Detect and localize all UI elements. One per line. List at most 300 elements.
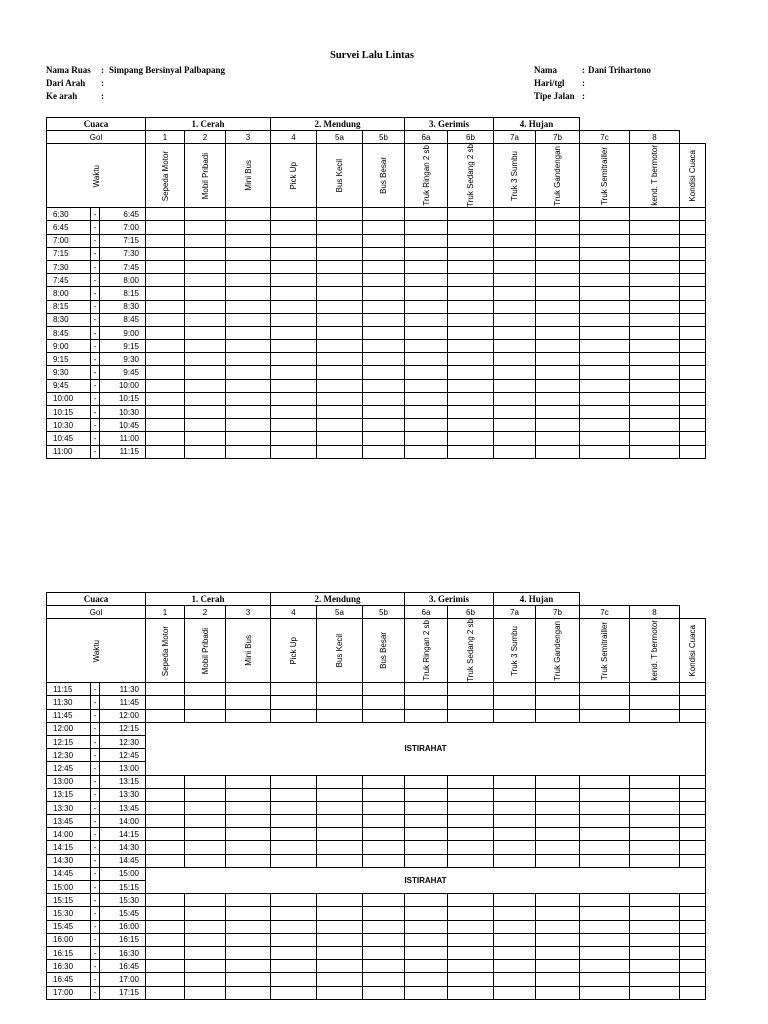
count-cell[interactable] xyxy=(185,960,226,973)
count-cell[interactable] xyxy=(680,247,706,260)
count-cell[interactable] xyxy=(630,696,680,709)
count-cell[interactable] xyxy=(536,406,580,419)
count-cell[interactable] xyxy=(226,788,271,801)
count-cell[interactable] xyxy=(271,828,317,841)
count-cell[interactable] xyxy=(630,973,680,986)
count-cell[interactable] xyxy=(448,419,494,432)
count-cell[interactable] xyxy=(448,274,494,287)
count-cell[interactable] xyxy=(271,392,317,405)
count-cell[interactable] xyxy=(680,234,706,247)
count-cell[interactable] xyxy=(363,208,405,221)
count-cell[interactable] xyxy=(680,920,706,933)
count-cell[interactable] xyxy=(580,683,630,696)
count-cell[interactable] xyxy=(185,432,226,445)
count-cell[interactable] xyxy=(363,960,405,973)
count-cell[interactable] xyxy=(536,208,580,221)
count-cell[interactable] xyxy=(448,326,494,339)
count-cell[interactable] xyxy=(271,920,317,933)
count-cell[interactable] xyxy=(630,907,680,920)
count-cell[interactable] xyxy=(448,960,494,973)
count-cell[interactable] xyxy=(363,353,405,366)
count-cell[interactable] xyxy=(580,274,630,287)
count-cell[interactable] xyxy=(580,445,630,458)
count-cell[interactable] xyxy=(317,920,363,933)
count-cell[interactable] xyxy=(185,221,226,234)
count-cell[interactable] xyxy=(226,445,271,458)
count-cell[interactable] xyxy=(494,419,536,432)
count-cell[interactable] xyxy=(680,208,706,221)
count-cell[interactable] xyxy=(226,419,271,432)
count-cell[interactable] xyxy=(185,801,226,814)
count-cell[interactable] xyxy=(405,432,448,445)
count-cell[interactable] xyxy=(146,353,185,366)
count-cell[interactable] xyxy=(448,353,494,366)
count-cell[interactable] xyxy=(317,353,363,366)
count-cell[interactable] xyxy=(494,260,536,273)
count-cell[interactable] xyxy=(146,946,185,959)
count-cell[interactable] xyxy=(448,445,494,458)
count-cell[interactable] xyxy=(317,300,363,313)
count-cell[interactable] xyxy=(226,986,271,999)
count-cell[interactable] xyxy=(146,392,185,405)
count-cell[interactable] xyxy=(146,379,185,392)
count-cell[interactable] xyxy=(536,445,580,458)
count-cell[interactable] xyxy=(146,683,185,696)
count-cell[interactable] xyxy=(146,907,185,920)
count-cell[interactable] xyxy=(494,247,536,260)
count-cell[interactable] xyxy=(630,445,680,458)
count-cell[interactable] xyxy=(494,841,536,854)
count-cell[interactable] xyxy=(317,709,363,722)
count-cell[interactable] xyxy=(448,775,494,788)
count-cell[interactable] xyxy=(271,247,317,260)
count-cell[interactable] xyxy=(494,854,536,867)
count-cell[interactable] xyxy=(536,432,580,445)
count-cell[interactable] xyxy=(494,828,536,841)
count-cell[interactable] xyxy=(271,208,317,221)
count-cell[interactable] xyxy=(680,260,706,273)
count-cell[interactable] xyxy=(580,247,630,260)
count-cell[interactable] xyxy=(185,392,226,405)
count-cell[interactable] xyxy=(494,340,536,353)
count-cell[interactable] xyxy=(448,287,494,300)
count-cell[interactable] xyxy=(680,828,706,841)
count-cell[interactable] xyxy=(580,894,630,907)
count-cell[interactable] xyxy=(536,709,580,722)
count-cell[interactable] xyxy=(271,815,317,828)
count-cell[interactable] xyxy=(226,340,271,353)
count-cell[interactable] xyxy=(680,326,706,339)
count-cell[interactable] xyxy=(185,353,226,366)
count-cell[interactable] xyxy=(405,221,448,234)
count-cell[interactable] xyxy=(494,208,536,221)
count-cell[interactable] xyxy=(630,247,680,260)
count-cell[interactable] xyxy=(494,986,536,999)
count-cell[interactable] xyxy=(185,973,226,986)
count-cell[interactable] xyxy=(680,933,706,946)
count-cell[interactable] xyxy=(226,828,271,841)
count-cell[interactable] xyxy=(630,208,680,221)
count-cell[interactable] xyxy=(363,392,405,405)
count-cell[interactable] xyxy=(226,933,271,946)
count-cell[interactable] xyxy=(271,366,317,379)
count-cell[interactable] xyxy=(680,854,706,867)
count-cell[interactable] xyxy=(405,340,448,353)
count-cell[interactable] xyxy=(494,392,536,405)
count-cell[interactable] xyxy=(536,986,580,999)
count-cell[interactable] xyxy=(271,696,317,709)
count-cell[interactable] xyxy=(680,841,706,854)
count-cell[interactable] xyxy=(494,432,536,445)
count-cell[interactable] xyxy=(317,815,363,828)
count-cell[interactable] xyxy=(448,366,494,379)
count-cell[interactable] xyxy=(580,313,630,326)
count-cell[interactable] xyxy=(580,208,630,221)
count-cell[interactable] xyxy=(226,696,271,709)
count-cell[interactable] xyxy=(405,379,448,392)
count-cell[interactable] xyxy=(580,815,630,828)
count-cell[interactable] xyxy=(494,406,536,419)
count-cell[interactable] xyxy=(536,828,580,841)
count-cell[interactable] xyxy=(405,392,448,405)
count-cell[interactable] xyxy=(448,841,494,854)
count-cell[interactable] xyxy=(363,775,405,788)
count-cell[interactable] xyxy=(271,287,317,300)
count-cell[interactable] xyxy=(271,841,317,854)
count-cell[interactable] xyxy=(317,973,363,986)
count-cell[interactable] xyxy=(226,841,271,854)
count-cell[interactable] xyxy=(363,326,405,339)
count-cell[interactable] xyxy=(536,933,580,946)
count-cell[interactable] xyxy=(494,894,536,907)
count-cell[interactable] xyxy=(405,406,448,419)
count-cell[interactable] xyxy=(185,340,226,353)
count-cell[interactable] xyxy=(226,432,271,445)
count-cell[interactable] xyxy=(146,406,185,419)
count-cell[interactable] xyxy=(271,683,317,696)
count-cell[interactable] xyxy=(580,300,630,313)
count-cell[interactable] xyxy=(363,933,405,946)
count-cell[interactable] xyxy=(405,775,448,788)
count-cell[interactable] xyxy=(680,696,706,709)
count-cell[interactable] xyxy=(580,234,630,247)
count-cell[interactable] xyxy=(317,854,363,867)
count-cell[interactable] xyxy=(363,247,405,260)
count-cell[interactable] xyxy=(680,986,706,999)
count-cell[interactable] xyxy=(448,815,494,828)
count-cell[interactable] xyxy=(494,788,536,801)
count-cell[interactable] xyxy=(226,287,271,300)
count-cell[interactable] xyxy=(680,709,706,722)
count-cell[interactable] xyxy=(536,907,580,920)
count-cell[interactable] xyxy=(448,379,494,392)
count-cell[interactable] xyxy=(405,854,448,867)
count-cell[interactable] xyxy=(226,392,271,405)
count-cell[interactable] xyxy=(185,709,226,722)
count-cell[interactable] xyxy=(630,221,680,234)
count-cell[interactable] xyxy=(494,445,536,458)
count-cell[interactable] xyxy=(363,313,405,326)
count-cell[interactable] xyxy=(580,854,630,867)
count-cell[interactable] xyxy=(494,300,536,313)
count-cell[interactable] xyxy=(185,234,226,247)
count-cell[interactable] xyxy=(680,366,706,379)
count-cell[interactable] xyxy=(405,828,448,841)
count-cell[interactable] xyxy=(536,801,580,814)
count-cell[interactable] xyxy=(536,683,580,696)
count-cell[interactable] xyxy=(317,696,363,709)
count-cell[interactable] xyxy=(363,432,405,445)
count-cell[interactable] xyxy=(146,432,185,445)
count-cell[interactable] xyxy=(630,933,680,946)
count-cell[interactable] xyxy=(185,287,226,300)
count-cell[interactable] xyxy=(146,973,185,986)
count-cell[interactable] xyxy=(494,815,536,828)
count-cell[interactable] xyxy=(405,960,448,973)
count-cell[interactable] xyxy=(536,775,580,788)
count-cell[interactable] xyxy=(680,775,706,788)
count-cell[interactable] xyxy=(494,683,536,696)
count-cell[interactable] xyxy=(680,392,706,405)
count-cell[interactable] xyxy=(630,828,680,841)
count-cell[interactable] xyxy=(580,406,630,419)
count-cell[interactable] xyxy=(494,366,536,379)
count-cell[interactable] xyxy=(405,920,448,933)
count-cell[interactable] xyxy=(271,406,317,419)
count-cell[interactable] xyxy=(363,379,405,392)
count-cell[interactable] xyxy=(580,788,630,801)
count-cell[interactable] xyxy=(185,920,226,933)
count-cell[interactable] xyxy=(630,801,680,814)
count-cell[interactable] xyxy=(580,828,630,841)
count-cell[interactable] xyxy=(494,709,536,722)
count-cell[interactable] xyxy=(185,815,226,828)
count-cell[interactable] xyxy=(405,801,448,814)
count-cell[interactable] xyxy=(405,709,448,722)
count-cell[interactable] xyxy=(317,828,363,841)
count-cell[interactable] xyxy=(317,841,363,854)
count-cell[interactable] xyxy=(630,392,680,405)
count-cell[interactable] xyxy=(185,300,226,313)
count-cell[interactable] xyxy=(405,973,448,986)
count-cell[interactable] xyxy=(630,986,680,999)
count-cell[interactable] xyxy=(271,986,317,999)
count-cell[interactable] xyxy=(271,894,317,907)
count-cell[interactable] xyxy=(405,841,448,854)
count-cell[interactable] xyxy=(448,392,494,405)
count-cell[interactable] xyxy=(146,709,185,722)
count-cell[interactable] xyxy=(271,300,317,313)
count-cell[interactable] xyxy=(146,696,185,709)
count-cell[interactable] xyxy=(271,709,317,722)
count-cell[interactable] xyxy=(580,260,630,273)
count-cell[interactable] xyxy=(448,986,494,999)
count-cell[interactable] xyxy=(580,353,630,366)
count-cell[interactable] xyxy=(630,274,680,287)
count-cell[interactable] xyxy=(271,313,317,326)
count-cell[interactable] xyxy=(680,946,706,959)
count-cell[interactable] xyxy=(448,260,494,273)
count-cell[interactable] xyxy=(580,907,630,920)
count-cell[interactable] xyxy=(271,340,317,353)
count-cell[interactable] xyxy=(363,788,405,801)
count-cell[interactable] xyxy=(185,274,226,287)
count-cell[interactable] xyxy=(363,366,405,379)
count-cell[interactable] xyxy=(680,300,706,313)
count-cell[interactable] xyxy=(146,208,185,221)
count-cell[interactable] xyxy=(405,933,448,946)
count-cell[interactable] xyxy=(317,683,363,696)
count-cell[interactable] xyxy=(448,933,494,946)
count-cell[interactable] xyxy=(630,300,680,313)
count-cell[interactable] xyxy=(536,973,580,986)
count-cell[interactable] xyxy=(405,445,448,458)
count-cell[interactable] xyxy=(580,366,630,379)
count-cell[interactable] xyxy=(680,445,706,458)
count-cell[interactable] xyxy=(494,221,536,234)
count-cell[interactable] xyxy=(317,406,363,419)
count-cell[interactable] xyxy=(536,960,580,973)
count-cell[interactable] xyxy=(536,392,580,405)
count-cell[interactable] xyxy=(271,221,317,234)
count-cell[interactable] xyxy=(146,788,185,801)
count-cell[interactable] xyxy=(271,973,317,986)
count-cell[interactable] xyxy=(146,419,185,432)
count-cell[interactable] xyxy=(271,907,317,920)
count-cell[interactable] xyxy=(226,815,271,828)
count-cell[interactable] xyxy=(630,960,680,973)
count-cell[interactable] xyxy=(226,406,271,419)
count-cell[interactable] xyxy=(271,801,317,814)
count-cell[interactable] xyxy=(317,340,363,353)
count-cell[interactable] xyxy=(363,841,405,854)
count-cell[interactable] xyxy=(317,234,363,247)
count-cell[interactable] xyxy=(226,907,271,920)
count-cell[interactable] xyxy=(680,313,706,326)
count-cell[interactable] xyxy=(146,815,185,828)
count-cell[interactable] xyxy=(146,801,185,814)
count-cell[interactable] xyxy=(185,696,226,709)
count-cell[interactable] xyxy=(448,406,494,419)
count-cell[interactable] xyxy=(363,854,405,867)
count-cell[interactable] xyxy=(271,445,317,458)
count-cell[interactable] xyxy=(271,379,317,392)
count-cell[interactable] xyxy=(680,340,706,353)
count-cell[interactable] xyxy=(494,287,536,300)
count-cell[interactable] xyxy=(226,313,271,326)
count-cell[interactable] xyxy=(363,260,405,273)
count-cell[interactable] xyxy=(185,788,226,801)
count-cell[interactable] xyxy=(363,920,405,933)
count-cell[interactable] xyxy=(448,709,494,722)
count-cell[interactable] xyxy=(680,274,706,287)
count-cell[interactable] xyxy=(494,775,536,788)
count-cell[interactable] xyxy=(580,960,630,973)
count-cell[interactable] xyxy=(146,960,185,973)
count-cell[interactable] xyxy=(494,313,536,326)
count-cell[interactable] xyxy=(271,274,317,287)
count-cell[interactable] xyxy=(448,894,494,907)
count-cell[interactable] xyxy=(317,960,363,973)
count-cell[interactable] xyxy=(363,696,405,709)
count-cell[interactable] xyxy=(146,247,185,260)
count-cell[interactable] xyxy=(226,221,271,234)
count-cell[interactable] xyxy=(146,841,185,854)
count-cell[interactable] xyxy=(226,208,271,221)
count-cell[interactable] xyxy=(630,841,680,854)
count-cell[interactable] xyxy=(185,933,226,946)
count-cell[interactable] xyxy=(580,287,630,300)
count-cell[interactable] xyxy=(680,973,706,986)
count-cell[interactable] xyxy=(405,353,448,366)
count-cell[interactable] xyxy=(317,894,363,907)
count-cell[interactable] xyxy=(680,406,706,419)
count-cell[interactable] xyxy=(448,828,494,841)
count-cell[interactable] xyxy=(630,775,680,788)
count-cell[interactable] xyxy=(363,815,405,828)
count-cell[interactable] xyxy=(448,946,494,959)
count-cell[interactable] xyxy=(580,432,630,445)
count-cell[interactable] xyxy=(146,775,185,788)
count-cell[interactable] xyxy=(185,775,226,788)
count-cell[interactable] xyxy=(536,287,580,300)
count-cell[interactable] xyxy=(448,973,494,986)
count-cell[interactable] xyxy=(536,353,580,366)
count-cell[interactable] xyxy=(271,260,317,273)
count-cell[interactable] xyxy=(494,946,536,959)
count-cell[interactable] xyxy=(317,775,363,788)
count-cell[interactable] xyxy=(405,208,448,221)
count-cell[interactable] xyxy=(185,247,226,260)
count-cell[interactable] xyxy=(630,260,680,273)
count-cell[interactable] xyxy=(146,274,185,287)
count-cell[interactable] xyxy=(494,696,536,709)
count-cell[interactable] xyxy=(146,326,185,339)
count-cell[interactable] xyxy=(317,366,363,379)
count-cell[interactable] xyxy=(226,894,271,907)
count-cell[interactable] xyxy=(363,274,405,287)
count-cell[interactable] xyxy=(317,986,363,999)
count-cell[interactable] xyxy=(630,815,680,828)
count-cell[interactable] xyxy=(580,709,630,722)
count-cell[interactable] xyxy=(405,815,448,828)
count-cell[interactable] xyxy=(271,326,317,339)
count-cell[interactable] xyxy=(185,366,226,379)
count-cell[interactable] xyxy=(680,788,706,801)
count-cell[interactable] xyxy=(580,801,630,814)
count-cell[interactable] xyxy=(536,841,580,854)
count-cell[interactable] xyxy=(536,326,580,339)
count-cell[interactable] xyxy=(630,419,680,432)
count-cell[interactable] xyxy=(494,801,536,814)
count-cell[interactable] xyxy=(271,854,317,867)
count-cell[interactable] xyxy=(680,419,706,432)
count-cell[interactable] xyxy=(405,946,448,959)
count-cell[interactable] xyxy=(494,379,536,392)
count-cell[interactable] xyxy=(317,260,363,273)
count-cell[interactable] xyxy=(494,274,536,287)
count-cell[interactable] xyxy=(580,340,630,353)
count-cell[interactable] xyxy=(405,366,448,379)
count-cell[interactable] xyxy=(226,300,271,313)
count-cell[interactable] xyxy=(630,432,680,445)
count-cell[interactable] xyxy=(680,894,706,907)
count-cell[interactable] xyxy=(680,287,706,300)
count-cell[interactable] xyxy=(630,234,680,247)
count-cell[interactable] xyxy=(536,788,580,801)
count-cell[interactable] xyxy=(146,287,185,300)
count-cell[interactable] xyxy=(580,775,630,788)
